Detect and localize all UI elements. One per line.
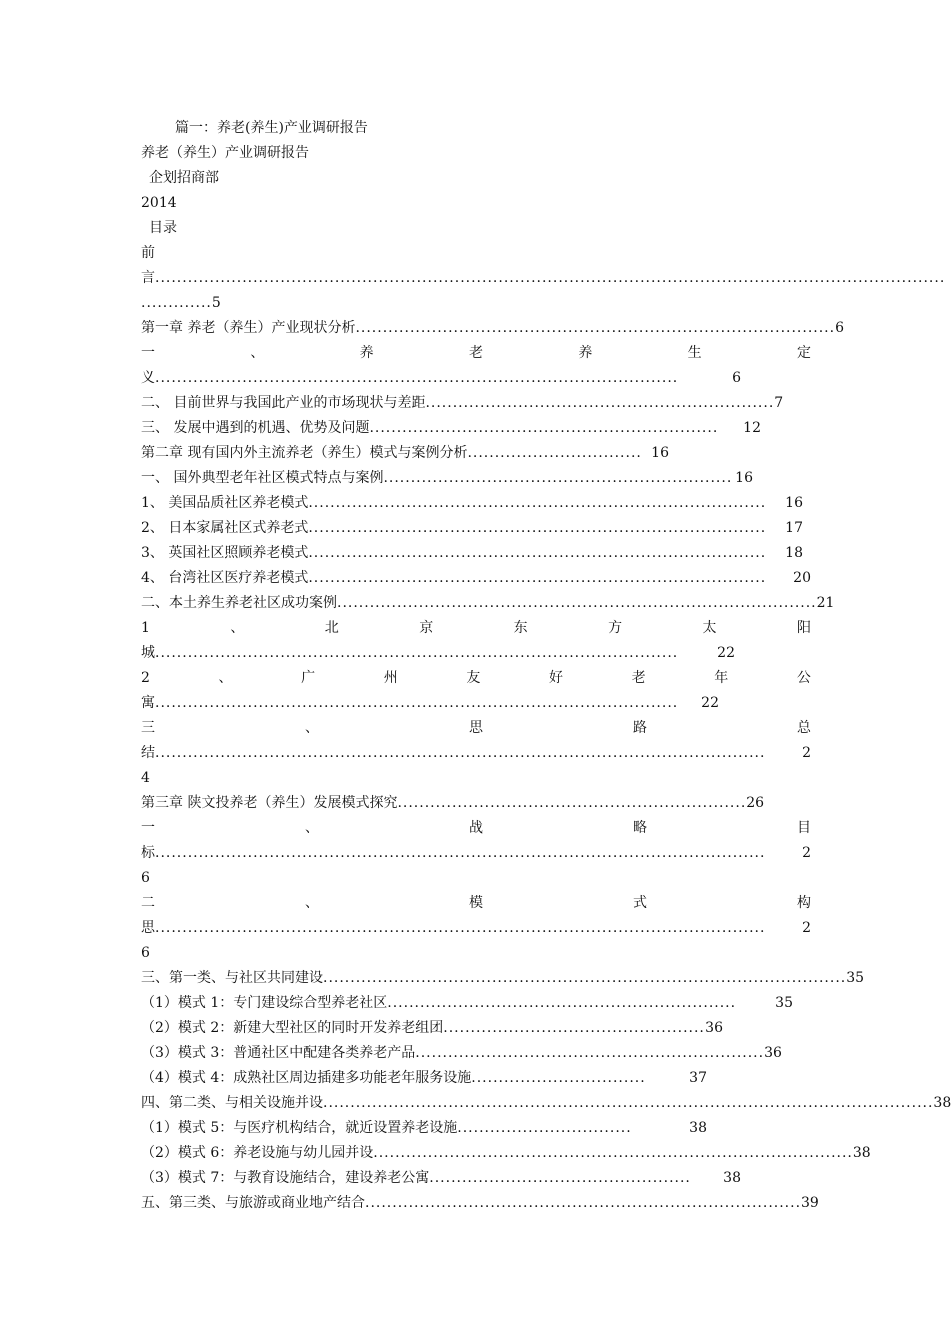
leader-dots: ................................ [471, 1070, 646, 1086]
leader-dots: ............. [141, 295, 212, 311]
toc-label: 第二章 现有国内外主流养老（养生）模式与案例分析 [141, 445, 468, 461]
leader-dots: ................................................................................ [365, 1195, 802, 1211]
leader-dots: ................................................................ [415, 1045, 765, 1061]
toc-entry[interactable] [141, 442, 669, 464]
toc-entry[interactable] [141, 842, 811, 864]
leader-dots: ................................ [457, 1120, 632, 1136]
toc-label: （2）模式 2：新建大型社区的同时开发养老组团 [141, 1020, 444, 1036]
leader-dots: ................................................................................................ [323, 970, 847, 986]
toc-entry[interactable] [141, 567, 811, 589]
toc-page: 17 [785, 520, 803, 536]
toc-label: 2、 日本家属社区式养老式 [141, 520, 309, 536]
toc-page: 38 [689, 1120, 707, 1136]
toc-label: 第一章 养老（养生）产业现状分析 [141, 320, 356, 336]
toc-entry-spread-line: 三 、 思 路 总 [141, 720, 811, 736]
toc-label: 第三章 陕文投养老（养生）发展模式探究 [141, 795, 398, 811]
toc-entry[interactable] [141, 367, 741, 389]
toc-page-wrap: 6 [141, 945, 150, 961]
toc-label: （3）模式 7：与教育设施结合，建设养老公寓 [141, 1170, 430, 1186]
leader-dots: ........................................................................................ [373, 1145, 853, 1161]
toc-entry[interactable] [141, 692, 719, 714]
toc-label: （4）模式 4：成熟社区周边插建多功能老年服务设施 [141, 1070, 472, 1086]
toc-page: 38 [723, 1170, 741, 1186]
toc-entry[interactable] [141, 517, 803, 539]
toc-page-wrap: 4 [141, 770, 150, 786]
leader-dots: ................................................................................................................ [155, 920, 766, 936]
toc-label: （2）模式 6：养老设施与幼儿园并设 [141, 1145, 374, 1161]
leader-dots: .................................................................................... [308, 520, 767, 536]
leader-dots: .................................................................................... [308, 570, 767, 586]
toc-label: 3、 英国社区照顾养老模式 [141, 545, 309, 561]
toc-entry-spread-line: 2 、 广 州 友 好 老 年 公 [141, 670, 811, 686]
leader-dots: ................................................................ [387, 995, 737, 1011]
header-title: 篇一：养老(养生)产业调研报告 [175, 120, 368, 136]
toc-label: 二、 目前世界与我国此产业的市场现状与差距 [141, 395, 426, 411]
toc-page-wrap: 6 [141, 870, 150, 886]
leader-dots: ................................................................................................................ [155, 845, 766, 861]
toc-entry[interactable] [141, 317, 844, 339]
leader-dots: ................................................ [429, 1170, 691, 1186]
toc-entry[interactable] [141, 1067, 707, 1089]
toc-entry[interactable] [141, 1167, 741, 1189]
toc-label: 三、第一类、与社区共同建设 [141, 970, 323, 986]
toc-entry[interactable] [141, 1117, 707, 1139]
toc-page: 2 [802, 845, 811, 861]
toc-entry[interactable] [141, 592, 835, 614]
toc-label: （1）模式 5：与医疗机构结合，就近设置养老设施 [141, 1120, 458, 1136]
toc-entry[interactable] [141, 1017, 723, 1039]
toc-page: 12 [743, 420, 761, 436]
toc-page: 2 [802, 745, 811, 761]
leader-dots: ................................................................................................ [155, 645, 679, 661]
toc-entry-spread-line: 二 、 模 式 构 [141, 895, 811, 911]
toc-label: 标 [141, 845, 155, 861]
toc-page: 2 [802, 920, 811, 936]
toc-page: 38 [852, 1145, 871, 1161]
toc-entry-preface[interactable] [141, 267, 946, 289]
leader-dots: ................................................................ [369, 420, 719, 436]
toc-label: 思 [141, 920, 155, 936]
toc-page: 38 [933, 1095, 951, 1111]
toc-entry[interactable] [141, 542, 803, 564]
toc-entry[interactable] [141, 1142, 871, 1164]
toc-page: 16 [651, 445, 669, 461]
toc-page: 26 [746, 795, 765, 811]
toc-entry-preface-page[interactable] [141, 292, 811, 314]
toc-entry-spread-line: 一 、 战 略 目 [141, 820, 811, 836]
leader-dots: ................................................................................................ [155, 370, 679, 386]
toc-page: 37 [689, 1070, 707, 1086]
leader-dots: .................................................................................... [308, 545, 767, 561]
toc-label: 4、 台湾社区医疗养老模式 [141, 570, 309, 586]
leader-dots: ................................................................ [397, 795, 747, 811]
toc-page: 18 [785, 545, 803, 561]
toc-label: （3）模式 3：普通社区中配建各类养老产品 [141, 1045, 416, 1061]
toc-label: 寓 [141, 695, 155, 711]
toc-entry[interactable] [141, 467, 753, 489]
toc-label: （1）模式 1：专门建设综合型养老社区 [141, 995, 388, 1011]
toc-page: 7 [774, 395, 784, 411]
toc-page: 36 [705, 1020, 723, 1036]
toc-label: 五、第三类、与旅游或商业地产结合 [141, 1195, 365, 1211]
toc-entry[interactable] [141, 642, 735, 664]
toc-page: 6 [732, 370, 741, 386]
toc-entry[interactable] [141, 967, 865, 989]
toc-entry[interactable] [141, 1042, 782, 1064]
leader-dots: ................................................ [443, 1020, 705, 1036]
toc-label: 二、本土养生养老社区成功案例 [141, 595, 337, 611]
leader-dots: ........................................................................................ [337, 595, 817, 611]
toc-page: 39 [801, 1195, 819, 1211]
toc-heading: 目录 [149, 220, 177, 236]
toc-page: 22 [701, 695, 719, 711]
leader-dots: .................................................................................... [308, 495, 767, 511]
year: 2014 [141, 195, 177, 211]
toc-label: 城 [141, 645, 155, 661]
toc-entry[interactable] [141, 1092, 951, 1114]
toc-page: 16 [735, 470, 753, 486]
leader-dots: ................................................................................................................ [155, 745, 766, 761]
preface-char: 前 [141, 245, 155, 261]
department: 企划招商部 [149, 170, 219, 186]
toc-entry[interactable] [141, 392, 784, 414]
toc-label: 一、 国外典型老年社区模式特点与案例 [141, 470, 384, 486]
toc-entry[interactable] [141, 417, 761, 439]
toc-entry[interactable] [141, 1192, 819, 1214]
toc-page: 5 [211, 295, 221, 311]
toc-entry[interactable] [141, 992, 793, 1014]
toc-page: 35 [775, 995, 793, 1011]
toc-entry[interactable] [141, 792, 765, 814]
leader-dots: ................................................................................................................................................. [155, 270, 946, 286]
toc-page: 22 [717, 645, 735, 661]
toc-entry[interactable] [141, 917, 811, 939]
leader-dots: ................................................................................................................ [323, 1095, 934, 1111]
leader-dots: ................................................................................................ [155, 695, 679, 711]
toc-label: 1、 美国品质社区养老模式 [141, 495, 309, 511]
toc-page: 20 [793, 570, 811, 586]
leader-dots: ........................................................................................ [355, 320, 836, 336]
toc-label: 结 [141, 745, 155, 761]
toc-entry-spread-line: 1 、 北 京 东 方 太 阳 [141, 620, 811, 636]
toc-page: 6 [835, 320, 844, 336]
toc-label: 四、第二类、与相关设施并设 [141, 1095, 323, 1111]
toc-label: 义 [141, 370, 155, 386]
leader-dots: ................................ [467, 445, 642, 461]
toc-page: 21 [816, 595, 835, 611]
toc-entry[interactable] [141, 742, 811, 764]
toc-entry-spread-line: 一 、 养 老 养 生 定 [141, 345, 811, 361]
toc-entry[interactable] [141, 492, 803, 514]
toc-page: 16 [785, 495, 803, 511]
toc-label: 言 [141, 270, 155, 286]
toc-label: 三、 发展中遇到的机遇、优势及问题 [141, 420, 370, 436]
leader-dots: ................................................................ [425, 395, 775, 411]
toc-page: 35 [846, 970, 865, 986]
report-title: 养老（养生）产业调研报告 [141, 145, 309, 161]
toc-page: 36 [764, 1045, 782, 1061]
leader-dots: ................................................................ [383, 470, 733, 486]
